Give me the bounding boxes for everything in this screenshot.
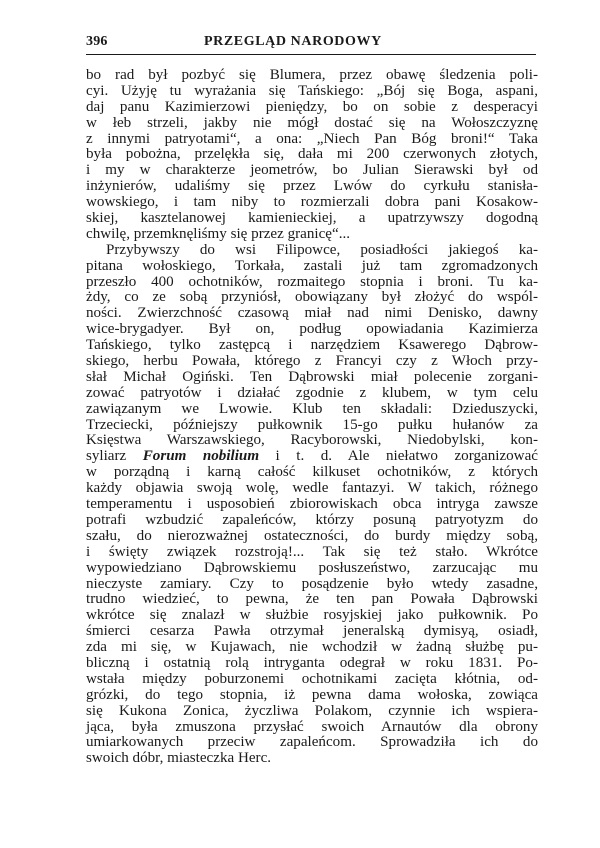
text-line: przeszło 400 ochotników, rozmaitego stopnia i broni. Tu ka- [86,273,538,290]
emphasis-text: Forum nobilium [142,448,260,465]
text-line: szału, do nierozważnej ostateczności, do burdy między sobą, [86,527,538,544]
text-line: zda mi się, w Kujawach, nie wchodził w żadną służbę pu- [86,639,538,656]
text-line: wice-brygadyer. Był on, podług opowiadania Kazimierza [86,321,538,338]
text-line: Księstwa Warszawskiego, Racyborowski, Niedobylski, kon- [86,432,538,449]
text-line: Trzeciecki, późniejszy pułkownik 15-go pułku hułanów za [86,416,538,433]
text-line: daj panu Kazimierzowi pieniędzy, bo on sobie z desperacyi [86,98,538,115]
body-text [86,68,538,767]
text-line: śmierci cesarza Pawła otrzymał jeneralską dymisyą, osiadł, [86,623,538,640]
text-line: i my w charakterze jeometrów, bo Julian Sierawski był od [86,162,538,179]
page-header [86,34,536,55]
text-line: bliczną i ostatnią rolą intryganta odegrał w roku 1831. Po- [86,654,538,671]
text-line: syliarz Forum nobilium i t. d. Ale niełatwo zorganizować [86,448,538,465]
text-line: umiarkowanych przeciw zapaleńcom. Sprowadziła ich do [86,734,538,751]
text-line: skiego, herbu Powała, którego z Francyi czy z Włoch przy- [86,353,538,370]
text-line: bo rad był pozbyć się Blumera, przez obawę śledzenia poli- [86,67,538,83]
text-line: była pobożna, przelękła się, dała mi 200 czerwonych złotych, [86,146,538,163]
text-line: nieczyste zamiary. Czy to posądzenie było wtedy zasadne, [86,575,538,592]
text-line: skiej, kasztelanowej kamienieckiej, a upatrzywszy dogodną [86,210,538,227]
text-line: cyi. Użyję tu wyrażania się Tańskiego: „Bój się Boga, aspani, [86,82,538,99]
text-line: Przybywszy do wsi Filipowce, posiadłości jakiegoś ka- [106,241,538,258]
text-line: z innymi patryotami“, a ona: „Niech Pan Bóg broni!“ Taka [86,130,538,147]
text-line: zować patryotów i działać zgodnie z klubem, w tym celu [86,384,538,401]
text-line: trudno wiedzieć, to pewna, że ten pan Powała Dąbrowski [86,591,538,608]
running-head: PRZEGLĄD NARODOWY [204,34,382,49]
text-line: ności. Zwierzchność czasową miał nad nimi Denisko, dawny [86,305,538,322]
text-line: chwilę, przemknęliśmy się przez granicę“... [86,225,351,242]
text-line: swoich dóbr, miasteczka Herc. [86,750,272,767]
text-line: wypowiedziano Dąbrowskiemu posłuszeństwo, zarzucając mu [86,559,538,576]
text-line: wkrótce się znalazł w służbie rosyjskiej jako pułkownik. Po [86,607,538,624]
text-line: i święty związek rozstroją!... Tak się też stało. Wkrótce [86,543,538,560]
text-line: Tańskiego, tylko zastępcą i narzędziem Ksawerego Dąbrow- [86,337,538,354]
text-line: żdy, co ze sobą przyniósł, obowiązany był złożyć do wspól- [86,289,538,306]
text-line: temperamentu i usposobień zbiorowiskach obca intryga zawsze [86,496,538,513]
text-line: się Kukona Zonica, życzliwa Polakom, czynnie ich wspiera- [86,702,538,719]
text-line: grózki, do tego stopnia, iż pewna dama wołoska, zowiąca [86,686,538,703]
paragraph [86,68,538,243]
text-line: w porządną i karną całość kilkuset ochotników, z których [86,464,538,481]
text-line: w łeb strzeli, jakby nie mógł dostać się na Wołoszczyznę [86,114,538,131]
text-line: jąca, była zmuszona przysłać swoich Arnautów dla obrony [86,718,538,735]
text-line: wstała między poburzonemi ochotnikami zacięta kłótnia, od- [86,670,538,687]
text-line: potrafi wzbudzić zapaleńców, którzy posuną patryotyzm do [86,511,538,528]
text-line: zawiązanym we Lwowie. Klub ten składali: Dzieduszycki, [86,400,538,417]
page-number: 396 [86,34,108,49]
text-line: inżynierów, udaliśmy się przez Lwów do cyrkułu stanisła- [86,178,538,195]
paragraph [86,243,538,767]
text-line: każdy objawia swoją wolę, wedle fantazyi. W takich, różnego [86,480,538,497]
text-line: wowskiego, i tam niby to rozmierzali dobra pani Kosakow- [86,194,538,211]
text-line: pitana wołoskiego, Torkała, zastali już tam zgromadzonych [86,257,538,274]
text-line: słał Michał Ogiński. Ten Dąbrowski miał polecenie zorgani- [86,368,538,385]
